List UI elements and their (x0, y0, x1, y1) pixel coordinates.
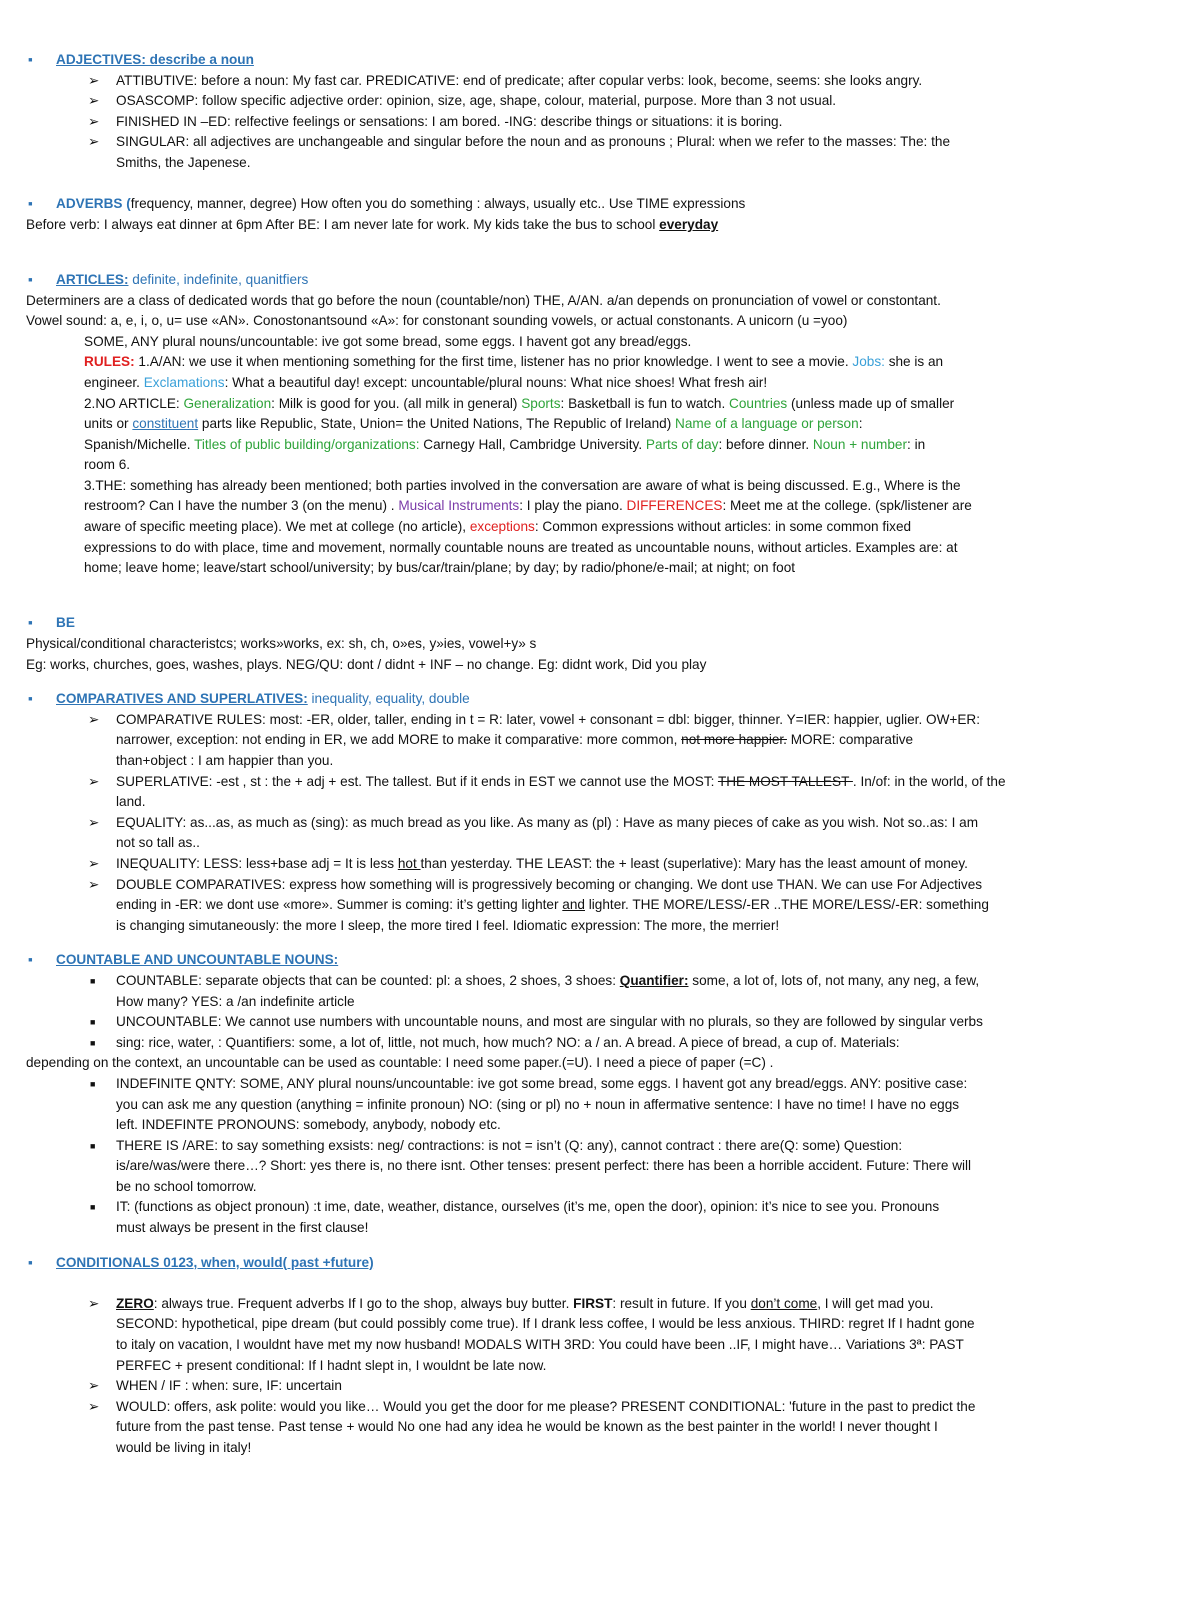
list-item-continuation: be no school tomorrow. (116, 1178, 257, 1194)
text-line: Vowel sound: a, e, i, o, u= use «AN». Conostonantsound «A»: for constonant sounding vowels, or actual constonants. A unicorn (u =yoo) (26, 313, 848, 329)
square-bullet-icon: ■ (90, 1202, 96, 1213)
adjectives-heading: ▪ ADJECTIVES: describe a noun (26, 50, 1176, 71)
list-item-continuation: is/are/was/were there…? Short: yes there is, no there isnt. Other tenses: present perfect: there has been a horrible accident. Future: There will (116, 1158, 972, 1174)
conditionals-heading: ▪ CONDITIONALS 0123, when, would( past +future) (26, 1253, 1176, 1274)
list-item: ➢ DOUBLE COMPARATIVES: express how something will is progressively becoming or changing. We dont use THAN. We can use For Adjectives (26, 875, 1176, 896)
list-item-continuation: must always be present in the first clause! (116, 1220, 369, 1236)
bullet-icon: ▪ (28, 1254, 33, 1270)
list-item: ➢ ZERO: always true. Frequent adverbs If I go to the shop, always buy butter. FIRST: result in future. If you don’t come, I will get mad you. (26, 1294, 1176, 1315)
list-item: ➢ COMPARATIVE RULES: most: -ER, older, taller, ending in t = R: later, vowel + consonant = dbl: bigger, thinner. Y=IER: happier, uglier. OW+ER: (26, 710, 1176, 731)
bullet-icon: ▪ (28, 52, 33, 67)
list-item: ■ INDEFINITE QNTY: SOME, ANY plural nouns/uncountable: ive got some bread, some eggs. I havent got any bread/eggs. ANY: positive case: (26, 1074, 1176, 1095)
bullet-icon: ▪ (28, 271, 33, 287)
articles-heading: ▪ ARTICLES: definite, indefinite, quanitfiers (26, 270, 1176, 291)
list-item-continuation: land. (116, 794, 146, 810)
list-item-continuation: than+object : I am happier than you. (116, 753, 334, 768)
square-bullet-icon: ■ (90, 1037, 96, 1048)
list-item-continuation: you can ask me any question (anything = infinite pronoun) NO: (sing or pl) no + noun in affermative sentence: I have no time! I have no eggs (116, 1096, 960, 1112)
bullet-icon: ▪ (28, 952, 33, 968)
list-item-continuation: would be living in italy! (116, 1440, 252, 1455)
list-item: ➢ SUPERLATIVE: -est , st : the + adj + est. The tallest. But if it ends in EST we cannot use the MOST: THE MOST TALLEST . In/of: in the world, of the (26, 772, 1176, 793)
arrow-bullet-icon: ➢ (88, 1295, 100, 1311)
rules-line: RULES: 1.A/AN: we use it when mentioning something for the first time, listener has no prior knowledge. I went to see a movie. Jobs: she is an (84, 354, 944, 370)
list-item: ➢ SINGULAR: all adjectives are unchangeable and singular before the noun and as pronouns ; Plural: when we refer to the masses: The: the (26, 132, 1176, 153)
list-item: ■ IT: (functions as object pronoun) :t ime, date, weather, distance, ourselves (it’s me, open the door), opinion: it’s nice to see you. Pronouns (26, 1197, 1176, 1218)
list-item: ■ THERE IS /ARE: to say something exsists: neg/ contractions: is not = isn’t (Q: any), cannot contract : there are(Q: some) Question: (26, 1136, 1176, 1157)
arrow-bullet-icon: ➢ (88, 134, 100, 150)
text-line: home; leave home; leave/start school/university; by bus/car/train/plane; by day; by radio/phone/e-mail; at night; on foot (84, 560, 796, 576)
list-item: ➢ WOULD: offers, ask polite: would you like… Would you get the door for me please? PRESENT CONDITIONAL: 'future in the past to predict the (26, 1397, 1176, 1418)
square-bullet-icon: ■ (90, 975, 96, 986)
text-line: room 6. (84, 457, 131, 473)
list-item: ■ COUNTABLE: separate objects that can be counted: pl: a shoes, 2 shoes, 3 shoes: Quantifier: some, a lot of, lots of, not many, any neg, a few, (26, 971, 1176, 992)
text-line: units or constituent parts like Republic, State, Union= the United Nations, The Republic of Ireland) Name of a language or person: (84, 416, 863, 432)
text-line: SOME, ANY plural nouns/uncountable: ive got some bread, some eggs. I havent got any bread/eggs. (84, 333, 692, 349)
list-item: ➢ WHEN / IF : when: sure, IF: uncertain (26, 1376, 1176, 1397)
square-bullet-icon: ■ (90, 1017, 96, 1028)
comparatives-heading: ▪ COMPARATIVES AND SUPERLATIVES: inequality, equality, double (26, 689, 1176, 710)
list-item-continuation: is changing simutaneously: the more I sleep, the more tired I feel. Idiomatic expression: The more, the merrier! (116, 917, 780, 933)
bullet-icon: ▪ (28, 691, 33, 707)
arrow-bullet-icon: ➢ (88, 711, 100, 727)
arrow-bullet-icon: ➢ (88, 814, 100, 830)
list-item-continuation: narrower, exception: not ending in ER, we add MORE to make it comparative: more common, not more happier. MORE: comparative (116, 732, 914, 748)
arrow-bullet-icon: ➢ (88, 876, 100, 892)
adverbs-example: Before verb: I always eat dinner at 6pm After BE: I am never late for work. My kids take the bus to school everyday (26, 216, 719, 232)
arrow-bullet-icon: ➢ (88, 93, 100, 109)
arrow-bullet-icon: ➢ (88, 855, 100, 871)
text-line: Spanish/Michelle. Titles of public building/organizations: Carnegy Hall, Cambridge University. Parts of day: before dinner. Noun + number: in (84, 436, 926, 452)
square-bullet-icon: ■ (90, 1140, 96, 1151)
document-page (26, 50, 1176, 1459)
text-line: restroom? Can I have the number 3 (on the menu) . Musical Instruments: I play the piano. DIFFERENCES: Meet me at the college. (spk/listener are (84, 498, 972, 514)
arrow-bullet-icon: ➢ (88, 113, 100, 129)
list-item-continuation: left. INDEFINTE PRONOUNS: somebody, anybody, nobody etc. (116, 1117, 501, 1133)
list-item-continuation: not so tall as.. (116, 835, 200, 851)
countable-heading: ▪ COUNTABLE AND UNCOUNTABLE NOUNS: (26, 950, 1176, 971)
arrow-bullet-icon: ➢ (88, 773, 100, 789)
text-line: depending on the context, an uncountable can be used as countable: I need some paper.(=U). I need a piece of paper (=C) . (26, 1055, 774, 1071)
list-item-continuation: ending in -ER: we dont use «more». Summer is coming: it’s getting lighter and lighter. THE MORE/LESS/-ER ..THE MORE/LESS/-ER: something (116, 897, 989, 913)
text-line: Physical/conditional characteristcs; works»works, ex: sh, ch, o»es, y»ies, vowel+y» s (26, 636, 537, 652)
list-item: ➢ INEQUALITY: LESS: less+base adj = It is less hot than yesterday. THE LEAST: the + least (superlative): Mary has the least amount of money. (26, 854, 1176, 875)
list-item: ➢ OSASCOMP: follow specific adjective order: opinion, size, age, shape, colour, material, purpose. More than 3 not usual. (26, 91, 1176, 112)
text-line: expressions to do with place, time and movement, normally countable nouns are treated as uncountable nouns, without articles. Examples are: at (84, 539, 958, 555)
list-item: ➢ FINISHED IN –ED: relfective feelings or sensations: I am bored. -ING: describe things or situations: it is boring. (26, 112, 1176, 133)
list-item: ➢ ATTIBUTIVE: before a noun: My fast car. PREDICATIVE: end of predicate; after copular verbs: look, become, seems: she looks angry. (26, 71, 1176, 92)
list-item-continuation: PERFEC + present conditional: If I hadnt slept in, I wouldnt be late now. (116, 1357, 547, 1373)
arrow-bullet-icon: ➢ (88, 1378, 100, 1394)
square-bullet-icon: ■ (90, 1078, 96, 1089)
text-line: Determiners are a class of dedicated words that go before the noun (countable/non) THE, A/AN. a/an depends on pronunciation of vowel or constontant. (26, 292, 941, 308)
constituent-link[interactable]: constituent (132, 416, 199, 432)
list-item-continuation: Smiths, the Japenese. (116, 154, 251, 170)
be-heading: ▪ BE (26, 613, 1176, 634)
text-line: 2.NO ARTICLE: Generalization: Milk is good for you. (all milk in general) Sports: Basketball is fun to watch. Countries (unless made up of smaller (84, 395, 955, 411)
arrow-bullet-icon: ➢ (88, 1398, 100, 1414)
list-item-continuation: How many? YES: a /an indefinite article (116, 993, 355, 1009)
bullet-icon: ▪ (28, 196, 33, 212)
arrow-bullet-icon: ➢ (88, 72, 100, 88)
list-item-continuation: future from the past tense. Past tense + would No one had any idea he would be known as the best painter in the world! I never thought I (116, 1419, 938, 1435)
list-item: ■ sing: rice, water, : Quantifiers: some, a lot of, little, not much, how much? NO: a / an. A bread. A piece of bread, a cup of. Materials: (26, 1033, 1176, 1054)
text-line: 3.THE: something has already been mentioned; both parties involved in the conversation are aware of what is being discussed. E.g., Where is the (84, 477, 961, 493)
list-item-continuation: SECOND: hypothetical, pipe dream (but could possibly come true). If I drank less coffee, I would be less anxious. THIRD: regret If I hadnt gone (116, 1316, 975, 1332)
adverbs-heading: ▪ ADVERBS (frequency, manner, degree) How often you do something : always, usually etc.. Use TIME expressions (26, 194, 1176, 215)
text-line: Eg: works, churches, goes, washes, plays. NEG/QU: dont / didnt + INF – no change. Eg: didnt work, Did you play (26, 656, 707, 672)
bullet-icon: ▪ (28, 615, 33, 631)
list-item: ■ UNCOUNTABLE: We cannot use numbers with uncountable nouns, and most are singular with no plurals, so they are followed by singular verbs (26, 1012, 1176, 1033)
text-line: engineer. Exclamations: What a beautiful day! except: uncountable/plural nouns: What nice shoes! What fresh air! (84, 374, 768, 390)
list-item-continuation: to italy on vacation, I wouldnt have met my now husband! MODALS WITH 3RD: You could have been ..IF, I might have… Variations 3ª: PAST (116, 1337, 964, 1353)
text-line: aware of specific meeting place). We met at college (no article), exceptions: Common expressions without articles: in some common fixed (84, 519, 912, 535)
list-item: ➢ EQUALITY: as...as, as much as (sing): as much bread as you like. As many as (pl) : Have as many pieces of cake as you wish. Not so..as: I am (26, 813, 1176, 834)
